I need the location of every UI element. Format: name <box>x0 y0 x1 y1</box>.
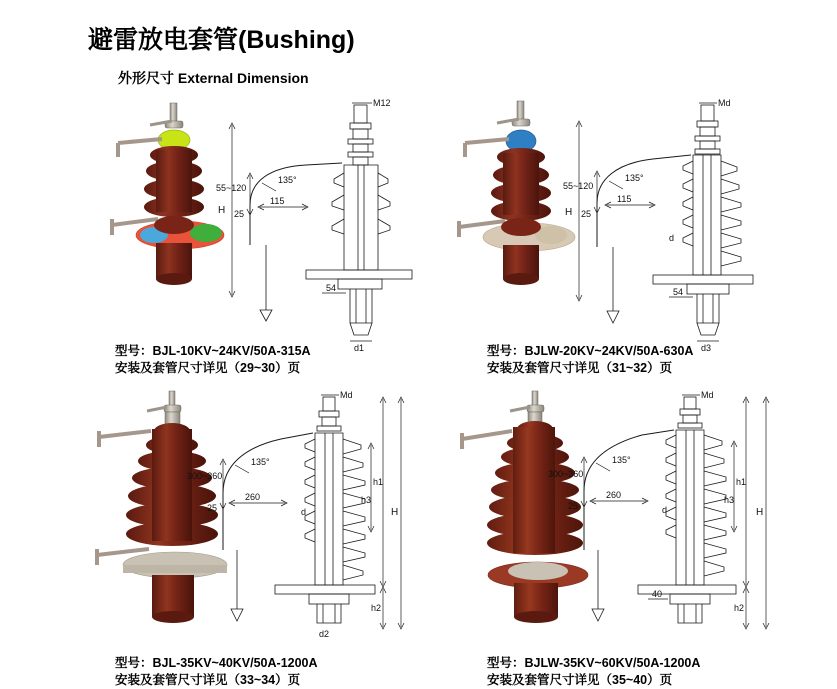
panel-2-section <box>563 98 753 353</box>
svg-text:115: 115 <box>270 196 285 206</box>
svg-text:h3: h3 <box>724 495 735 505</box>
svg-text:d: d <box>301 507 307 517</box>
panel-4-caption <box>487 655 700 689</box>
panel-4-drawing <box>450 385 780 640</box>
panel-4-section <box>548 390 769 629</box>
svg-text:H: H <box>218 205 226 216</box>
svg-text:25: 25 <box>234 209 245 219</box>
panel-bushing-bjl-35kv <box>95 385 415 640</box>
svg-text:h3: h3 <box>361 495 372 505</box>
svg-text:h2: h2 <box>734 603 745 613</box>
svg-text:25: 25 <box>207 503 218 513</box>
panel-4-note: 安装及套管尺寸详见（35~40）页 <box>487 673 673 687</box>
svg-text:d: d <box>662 505 668 515</box>
svg-text:Md: Md <box>718 98 731 108</box>
panel-3-caption <box>115 655 318 689</box>
panel-1-model-value: BJL-10KV~24KV/50A-315A <box>152 344 311 358</box>
panel-2-note: 安装及套管尺寸详见（31~32）页 <box>487 361 673 375</box>
svg-text:55~120: 55~120 <box>563 181 594 191</box>
svg-text:d3: d3 <box>701 343 712 353</box>
svg-text:d2: d2 <box>319 629 330 639</box>
panel-bushing-bjlw-35kv <box>450 385 780 640</box>
panel-4-model-label: 型号： <box>487 656 525 670</box>
panel-3-model-label: 型号： <box>115 656 153 670</box>
panel-2-caption <box>487 343 693 377</box>
page-subtitle: 外形尺寸 External Dimension <box>118 70 309 86</box>
svg-text:135°: 135° <box>612 455 631 465</box>
bushing-photo-1 <box>112 103 224 285</box>
svg-text:55~120: 55~120 <box>216 183 247 193</box>
bushing-photo-2 <box>459 101 575 285</box>
panel-1-caption <box>115 343 311 377</box>
svg-text:115: 115 <box>617 194 632 204</box>
svg-text:135°: 135° <box>625 173 644 183</box>
svg-text:54: 54 <box>326 283 337 293</box>
svg-text:135°: 135° <box>278 175 297 185</box>
panel-3-model-value: BJL-35KV~40KV/50A-1200A <box>152 656 318 670</box>
svg-text:40: 40 <box>652 589 663 599</box>
panel-2-model-value: BJLW-20KV~24KV/50A-630A <box>524 344 694 358</box>
svg-text:25: 25 <box>581 209 592 219</box>
svg-text:h1: h1 <box>373 477 384 487</box>
svg-text:300~360: 300~360 <box>187 471 223 481</box>
svg-text:H: H <box>391 507 399 518</box>
svg-text:H: H <box>756 507 764 518</box>
panel-4-model-value: BJLW-35KV~60KV/50A-1200A <box>524 656 701 670</box>
svg-text:300~360: 300~360 <box>548 469 584 479</box>
panel-3-section <box>187 390 404 639</box>
svg-text:54: 54 <box>673 287 684 297</box>
svg-text:h1: h1 <box>736 477 747 487</box>
panel-3-drawing <box>95 385 415 640</box>
svg-text:M12: M12 <box>373 98 391 108</box>
svg-text:135°: 135° <box>251 457 270 467</box>
svg-text:Md: Md <box>701 390 714 400</box>
page-title: 避雷放电套管(Bushing) <box>88 26 355 54</box>
panel-2-model-label: 型号： <box>487 344 525 358</box>
svg-text:260: 260 <box>606 490 622 500</box>
svg-text:d1: d1 <box>354 343 365 353</box>
svg-text:260: 260 <box>245 492 261 502</box>
svg-text:d: d <box>669 233 675 243</box>
panel-1-note: 安装及套管尺寸详见（29~30）页 <box>115 361 301 375</box>
panel-3-note: 安装及套管尺寸详见（33~34）页 <box>115 673 301 687</box>
panel-1-section <box>216 98 412 353</box>
svg-text:25: 25 <box>568 501 579 511</box>
panel-1-model-label: 型号： <box>115 344 153 358</box>
svg-text:Md: Md <box>340 390 353 400</box>
svg-text:h2: h2 <box>371 603 382 613</box>
svg-text:H: H <box>565 207 573 218</box>
